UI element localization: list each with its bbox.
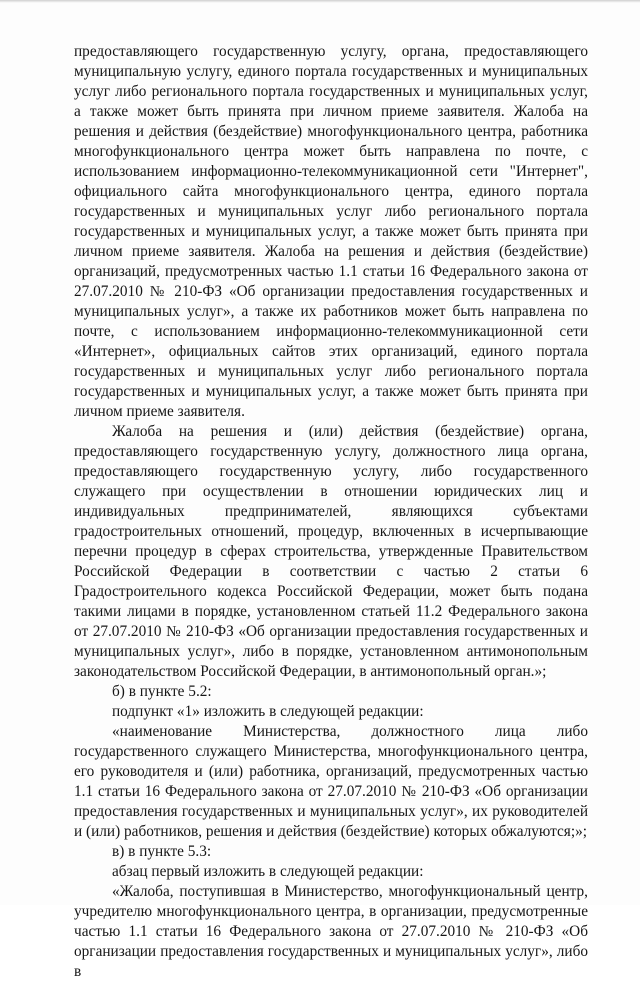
paragraph-subitem-1: подпункт «1» изложить в следующей редакции: xyxy=(112,703,424,720)
scan-edge xyxy=(0,0,640,3)
paragraph-new-wording-2: «Жалоба, поступившая в Министерство, многофункциональный центр, учредителю многофункционального центра, в организации, предусмотренные частью 1.1 статьи 16 Федерального закона от 27.07.2010 № 210-ФЗ «Об организации предоставления государственных и муниципальных услуг», либо в xyxy=(74,883,588,980)
paragraph-continuation: предоставляющего государственную услугу, органа, предоставляющего муниципальную услугу, единого портала государственных и муниципальных услуг либо регионального портала государственных и муниципальных услуг, а также может быть принята при личном приеме заявителя. Жалоба на решения и действия (бездействие) многофункционального центра, работника многофункционального центра может быть направлена по почте, с использованием информационно-телекоммуникационной сети "Интернет", официального сайта многофункционального центра, единого портала государственных и муниципальных услуг либо регионального портала государственных и муниципальных услуг, а также может быть принята при личном приеме заявителя. Жалоба на решения и действия (бездействие) организаций, предусмотренных частью 1.1 статьи 16 Федерального закона от 27.07.2010 № 210-ФЗ «Об организации предоставления государственных и муниципальных услуг», а также их работников может быть направлена по почте, с использованием информационно-телекоммуникационной сети «Интернет», официальных сайтов этих организаций, единого портала государственных и муниципальных услуг либо регионального портала государственных и муниципальных услуг, а также может быть принята при личном приеме заявителя. xyxy=(74,43,588,420)
document-body xyxy=(74,42,588,982)
paragraph-item-v: в) в пункте 5.3: xyxy=(112,843,212,860)
paragraph-complaint-procedures: Жалоба на решения и (или) действия (бездействие) органа, предоставляющего государственную услугу, должностного лица органа, предоставляющего государственную услугу, либо государственного служащего при осуществлении в отношении юридических лиц и индивидуальных предпринимателей, являющихся субъектами градостроительных отношений, процедур, включенных в исчерпывающие перечни процедур в сферах строительства, утвержденные Правительством Российской Федерации в соответствии с частью 2 статьи 6 Градостроительного кодекса Российской Федерации, может быть подана такими лицами в порядке, установленном статьей 11.2 Федерального закона от 27.07.2010 № 210-ФЗ «Об организации предоставления государственных и муниципальных услуг», либо в порядке, установленном антимонопольным законодательством Российской Федерации, в антимонопольный орган.»; xyxy=(74,423,588,680)
paragraph-first-abzac: абзац первый изложить в следующей редакции: xyxy=(112,863,424,880)
paragraph-new-wording-1: «наименование Министерства, должностного лица либо государственного служащего Министерства, многофункционального центра, его руководителя и (или) работника, организаций, предусмотренных частью 1.1 статьи 16 Федерального закона от 27.07.2010 № 210-ФЗ «Об организации предоставления государственных и муниципальных услуг», их руководителей и (или) работников, решения и действия (бездействие) которых обжалуются;»; xyxy=(74,723,588,840)
paragraph-item-b: б) в пункте 5.2: xyxy=(112,683,212,700)
